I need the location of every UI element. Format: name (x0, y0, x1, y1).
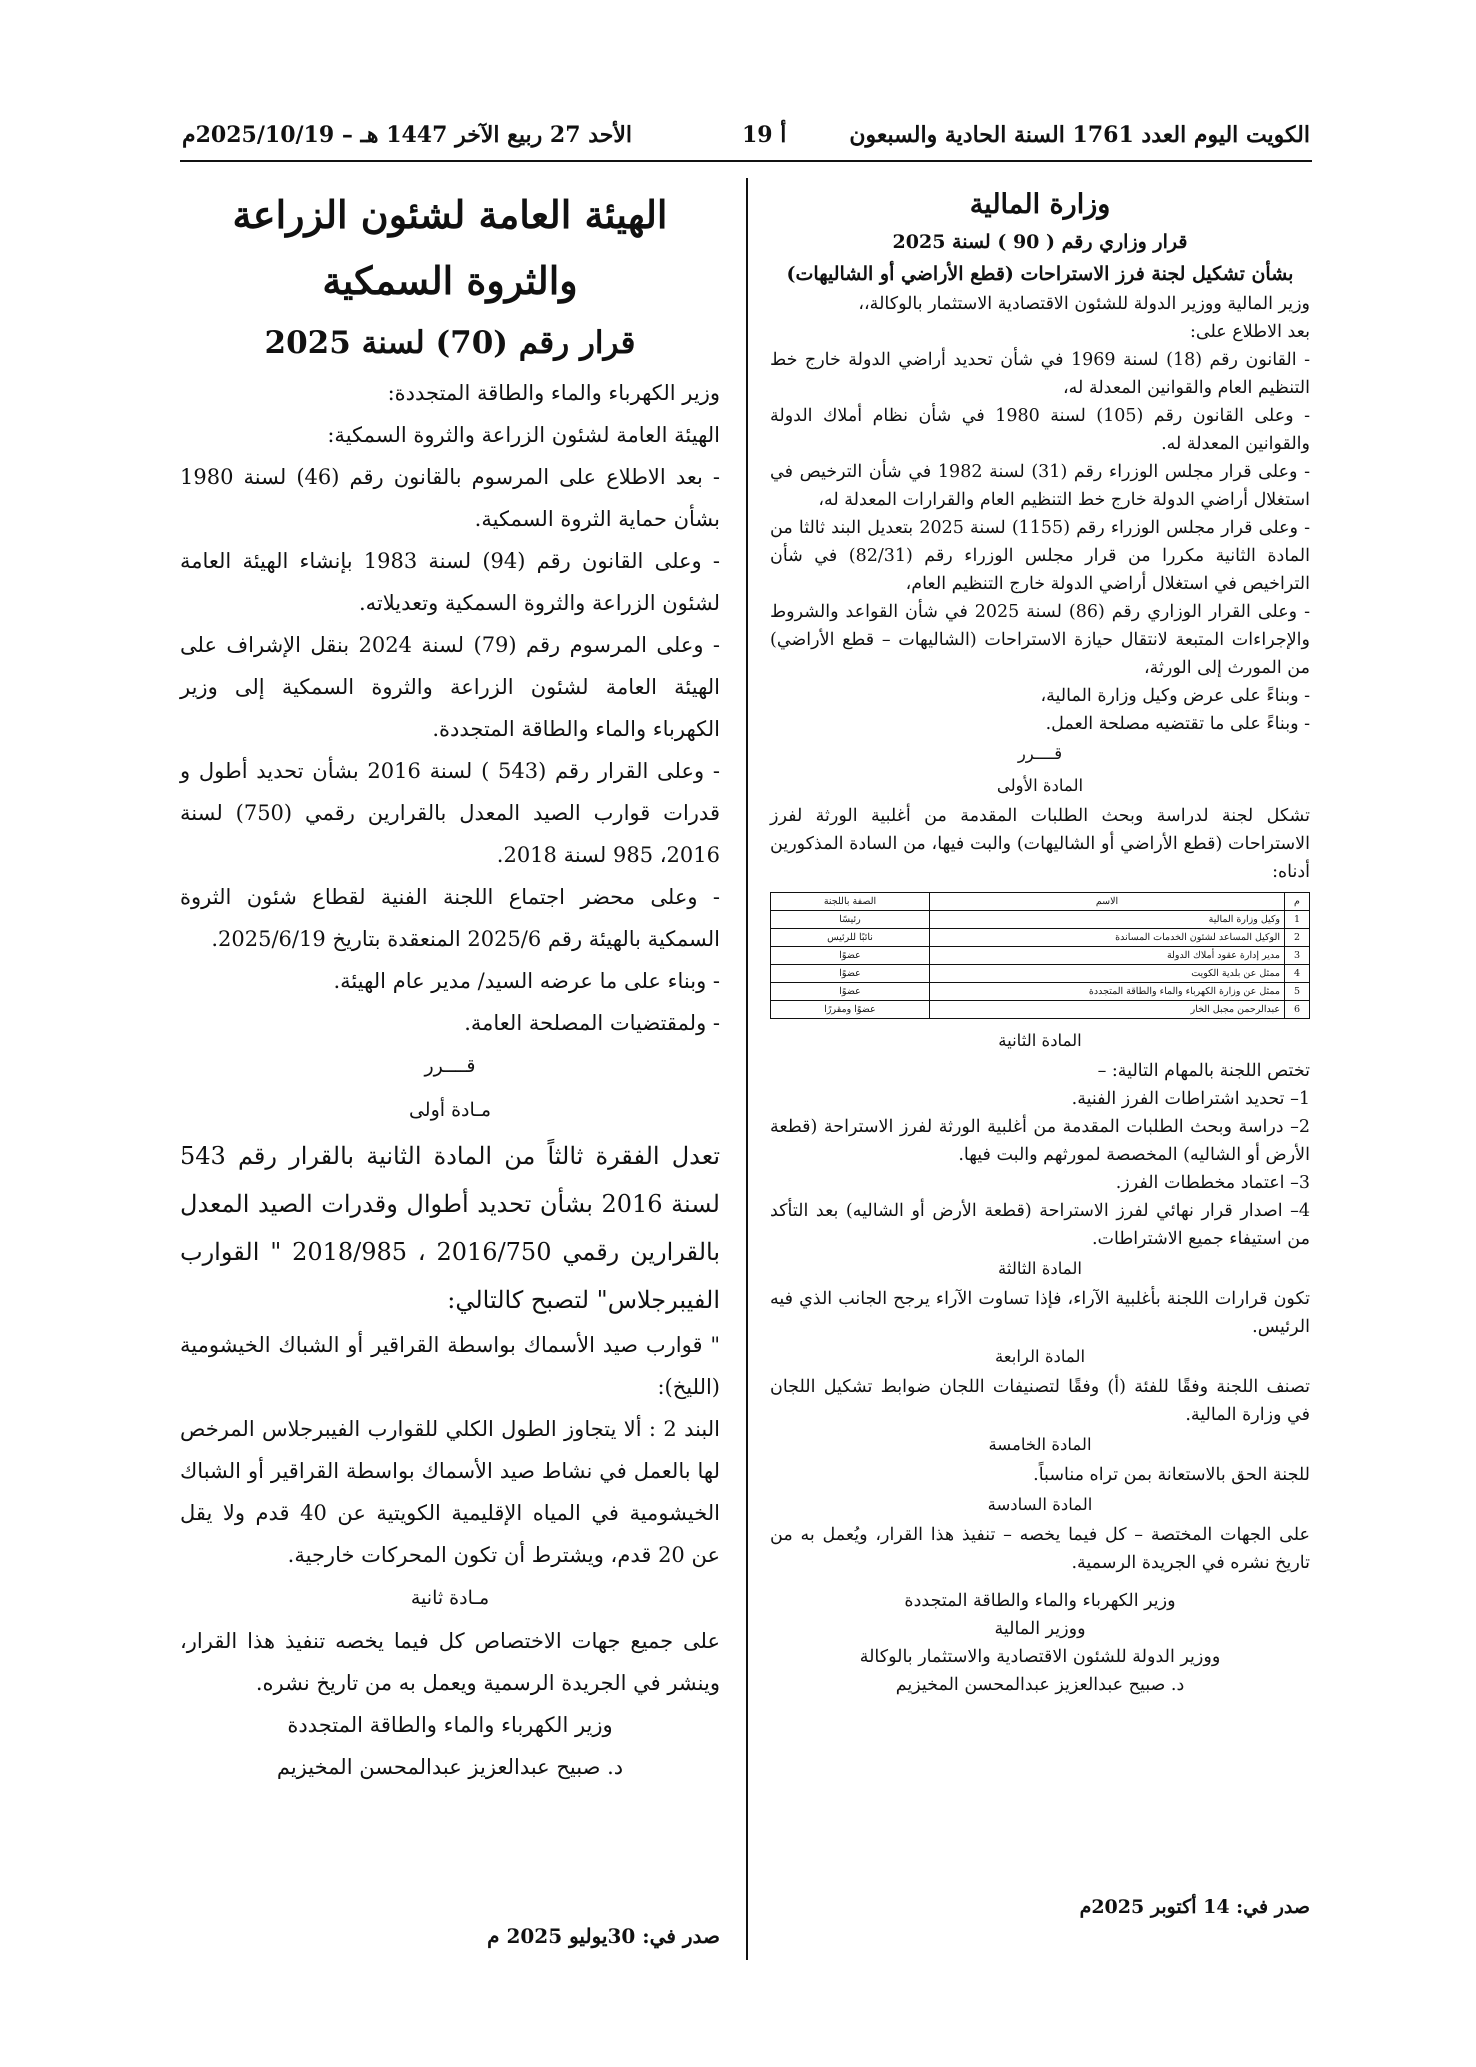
committee-members-table (770, 892, 1310, 1019)
header-issue: الكويت اليوم العدد 1761 السنة الحادية والسبعون (849, 122, 1310, 148)
article-2-item: 2– دراسة وبحث الطلبات المقدمة من أغلبية الورثة لفرز الاستراحة (قطعة الأرض أو الشاليه) المخصصة لمورثهم والبت فيها. (770, 1117, 1310, 1165)
row-number: 4 (1285, 965, 1310, 983)
column-divider (746, 178, 748, 1960)
member-name: عبدالرحمن مجبل الخار (930, 1001, 1285, 1019)
header-date: الأحد 27 ربيع الآخر 1447 هـ – 2025/10/19م (182, 122, 632, 148)
header-page-number: أ 19 (742, 122, 787, 148)
article-1-text: تشكل لجنة لدراسة وبحث الطلبات المقدمة من أغلبية الورثة لفرز الاستراحات (قطع الأراضي أو الشاليهات) والبت فيها، من السادة المذكورين أدناه: (770, 806, 1310, 882)
table-row (771, 1001, 1310, 1019)
article-2-item: 3– اعتماد مخططات الفرز. (1115, 1173, 1310, 1193)
decided-heading: قــــرر (424, 1055, 476, 1077)
signatory-name: د. صبيح عبدالعزيز عبدالمحسن المخيزيم (276, 1755, 624, 1779)
article-1-title: مـادة أولى (408, 1099, 492, 1121)
ministry-title: وزارة المالية (969, 189, 1111, 220)
article-5-text: للجنة الحق بالاستعانة بمن تراه مناسباً. (1033, 1465, 1310, 1485)
article-4-text: تصنف اللجنة وفقًا للفئة (أ) وفقًا لتصنيفات اللجان ضوابط تشكيل اللجان في وزارة المالية. (770, 1377, 1310, 1425)
row-number: 6 (1285, 1001, 1310, 1019)
article-2-title: المادة الثانية (998, 1031, 1082, 1050)
recital: - وبناءً على عرض وكيل وزارة المالية، (1040, 686, 1310, 706)
issued-date: صدر في: 30يوليو 2025 م (487, 1924, 720, 1948)
member-name: مدير إدارة عقود أملاك الدولة (930, 947, 1285, 965)
decided-heading: قــــرر (1017, 744, 1063, 763)
recital: - بعد الاطلاع على المرسوم بالقانون رقم (46) لسنة 1980 بشأن حماية الثروة السمكية. (180, 465, 720, 531)
signature-block (180, 1704, 720, 1788)
signatory-title: وزير الكهرباء والماء والطاقة المتجددة (904, 1591, 1176, 1611)
member-role: نائبًا للرئيس (771, 929, 930, 947)
article-2-text: على جميع جهات الاختصاص كل فيما يخصه تنفيذ هذا القرار، وينشر في الجريدة الرسمية ويعمل به من تاريخ نشره. (180, 1629, 720, 1695)
recital: - ولمقتضيات المصلحة العامة. (464, 1011, 720, 1035)
member-role: رئيسًا (771, 911, 930, 929)
decision-number: قرار رقم (70) لسنة 2025 (264, 325, 636, 361)
decision-issuer: الهيئة العامة لشئون الزراعة والثروة السمكية: (327, 423, 720, 447)
article-2-item: 4– اصدار قرار نهائي لفرز الاستراحة (قطعة الأرض أو الشاليه) بعد التأكد من استيفاء جميع الاشتراطات. (770, 1201, 1310, 1249)
recital: - وعلى محضر اجتماع اللجنة الفنية لقطاع شئون الثروة السمكية بالهيئة رقم 2025/6 المنعقدة بتاريخ 2025/6/19. (180, 885, 720, 951)
recital: - وعلى القانون رقم (94) لسنة 1983 بإنشاء الهيئة العامة لشئون الزراعة والثروة السمكية وتعديلاته. (180, 549, 720, 615)
recital: - وبناء على ما عرضه السيد/ مدير عام الهيئة. (333, 969, 720, 993)
signatory-name: د. صبيح عبدالعزيز عبدالمحسن المخيزيم (895, 1675, 1185, 1695)
header-rule (180, 160, 1312, 162)
article-1-title: المادة الأولى (996, 776, 1084, 795)
article-2-intro: تختص اللجنة بالمهام التالية: – (1097, 1061, 1310, 1081)
article-6-title: المادة السادسة (987, 1495, 1093, 1514)
article-3-title: المادة الثالثة (998, 1259, 1082, 1278)
article-2-item: 1– تحديد اشتراطات الفرز الفنية. (1071, 1089, 1310, 1109)
column-header: م (1285, 893, 1310, 911)
table-row (771, 929, 1310, 947)
column-header: الاسم (930, 893, 1285, 911)
article-2-title: مـادة ثانية (410, 1587, 490, 1609)
article-1-item: البند 2 : ألا يتجاوز الطول الكلي للقوارب الفيبرجلاس المرخص لها بالعمل في نشاط صيد الأسماك بواسطة القراقير أو الشباك الخيشومية في المياه الإقليمية الكويتية عن 40 قدم ولا يقل عن 20 قدم، ويشترط أن تكون المحركات خارجية. (180, 1417, 721, 1567)
member-name: وكيل وزارة المالية (930, 911, 1285, 929)
recital: - وعلى المرسوم رقم (79) لسنة 2024 بنقل الإشراف على الهيئة العامة لشئون الزراعة والثروة السمكية إلى وزير الكهرباء والماء والطاقة المتجددة. (180, 633, 720, 741)
recital: - وعلى القانون رقم (105) لسنة 1980 في شأن نظام أملاك الدولة والقوانين المعدلة له. (770, 406, 1311, 454)
table-row (771, 947, 1310, 965)
article-1-quote: " قوارب صيد الأسماك بواسطة القراقير أو الشباك الخيشومية (الليخ): (180, 1333, 720, 1399)
issued-date: صدر في: 14 أكتوبر 2025م (1079, 1896, 1310, 1918)
table-row (771, 911, 1310, 929)
recital: - وعلى القرار الوزاري رقم (86) لسنة 2025 في شأن القواعد والشروط والإجراءات المتبعة لانتقال حيازة الاستراحات (الشاليهات – قطع الأراضي) من المورث إلى الورثة، (770, 602, 1310, 678)
member-role: عضوًا (771, 965, 930, 983)
decision-number: قرار وزاري رقم ( 90 ) لسنة 2025 (892, 231, 1188, 253)
article-3-text: تكون قرارات اللجنة بأغلبية الآراء، فإذا تساوت الآراء يرجح الجانب الذي فيه الرئيس. (770, 1289, 1310, 1337)
recital: - وعلى قرار مجلس الوزراء رقم (1155) لسنة 2025 بتعديل البند ثالثا من المادة الثانية مكررا من قرار مجلس الوزراء رقم (82/31) في شأن التراخيص في استغلال أراضي الدولة خارج التنظيم العام، (770, 518, 1310, 594)
article-6-text: على الجهات المختصة – كل فيما يخصه – تنفيذ هذا القرار، ويُعمل به من تاريخ نشره في الجريدة الرسمية. (770, 1525, 1310, 1573)
row-number: 5 (1285, 983, 1310, 1001)
table-header-row (771, 893, 1310, 911)
signatory-title: وزير الكهرباء والماء والطاقة المتجددة (287, 1713, 613, 1737)
decision-subject: بشأن تشكيل لجنة فرز الاستراحات (قطع الأراضي أو الشاليهات) (786, 263, 1294, 285)
row-number: 2 (1285, 929, 1310, 947)
article-5-title: المادة الخامسة (988, 1435, 1092, 1454)
decision-issuer: وزير المالية ووزير الدولة للشئون الاقتصادية الاستثمار بالوكالة،، (858, 294, 1310, 314)
recital: - وعلى قرار مجلس الوزراء رقم (31) لسنة 1982 في شأن الترخيص في استغلال أراضي الدولة خارج خط التنظيم العام والقرارات المعدلة له، (770, 462, 1310, 510)
table-row (771, 965, 1310, 983)
article-1-text: تعدل الفقرة ثالثاً من المادة الثانية بالقرار رقم 543 لسنة 2016 بشأن تحديد أطوال وقدرات الصيد المعدل بالقرارين رقمي 2016/750 ، 2018/985 " القوارب الفيبرجلاس" لتصبح كالتالي: (180, 1142, 720, 1314)
row-number: 1 (1285, 911, 1310, 929)
recital: - وبناءً على ما تقتضيه مصلحة العمل. (1045, 714, 1310, 734)
decision-issuer: وزير الكهرباء والماء والطاقة المتجددة: (387, 381, 720, 405)
recital: - القانون رقم (18) لسنة 1969 في شأن تحديد أراضي الدولة خارج خط التنظيم العام والقوانين المعدلة له، (770, 350, 1310, 398)
after-review: بعد الاطلاع على: (1190, 322, 1310, 342)
member-name: ممثل عن وزارة الكهرباء والماء والطاقة المتجددة (930, 983, 1285, 1001)
recital: - وعلى القرار رقم (543 ) لسنة 2016 بشأن تحديد أطول و قدرات قوارب الصيد المعدل بالقرارين رقمي (750) لسنة 2016، 985 لسنة 2018. (180, 759, 721, 867)
member-role: عضوًا (771, 983, 930, 1001)
signature-block (770, 1587, 1310, 1699)
table-row (771, 983, 1310, 1001)
member-name: الوكيل المساعد لشئون الخدمات المساندة (930, 929, 1285, 947)
right-column (770, 178, 1310, 1699)
row-number: 3 (1285, 947, 1310, 965)
column-header: الصفة باللجنة (771, 893, 930, 911)
signatory-title: ووزير المالية (994, 1619, 1086, 1639)
signatory-title: ووزير الدولة للشئون الاقتصادية والاستثمار بالوكالة (859, 1647, 1221, 1667)
member-role: عضوًا (771, 947, 930, 965)
authority-title: الهيئة العامة لشئون الزراعة والثروة السمكية (232, 192, 668, 303)
member-role: عضوًا ومقررًا (771, 1001, 930, 1019)
member-name: ممثل عن بلدية الكويت (930, 965, 1285, 983)
article-4-title: المادة الرابعة (994, 1347, 1086, 1366)
left-column (180, 178, 720, 1788)
